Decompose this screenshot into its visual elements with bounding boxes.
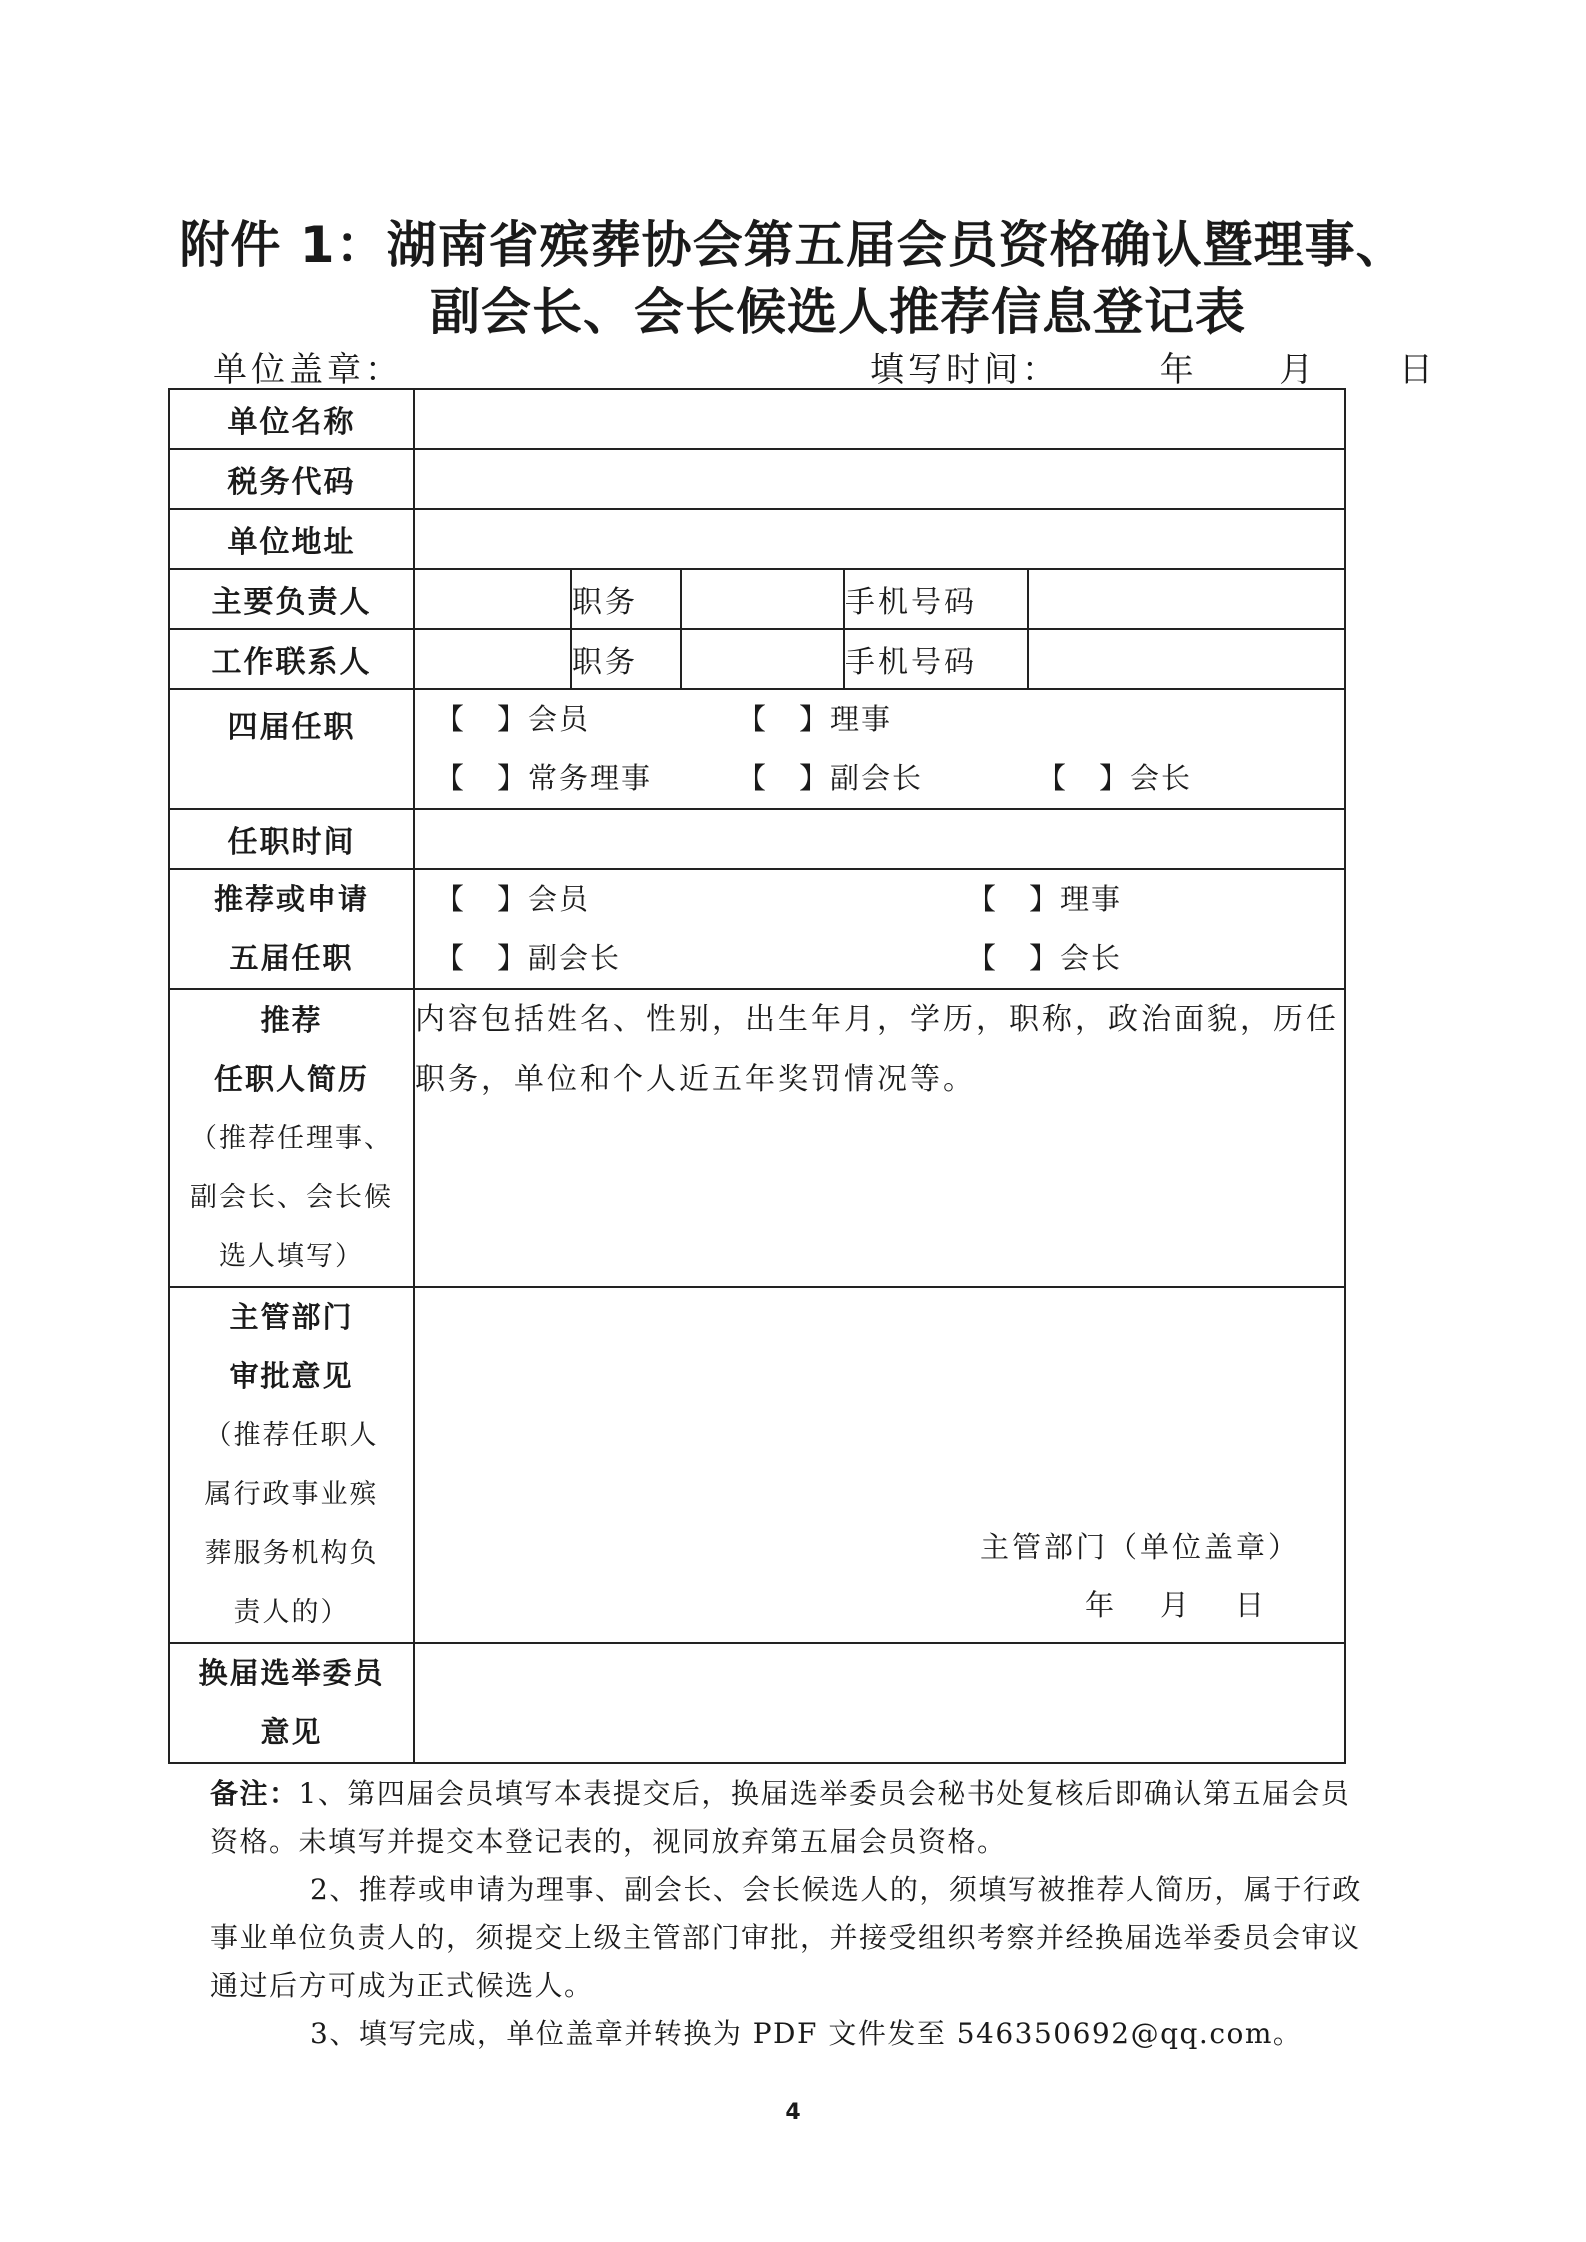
approval-label bbox=[169, 1287, 414, 1643]
committee-field[interactable] bbox=[414, 1643, 1345, 1763]
resume-label-line5: 选人填写） bbox=[219, 1240, 364, 1272]
registration-table bbox=[168, 388, 1346, 1764]
committee-label-line2: 意见 bbox=[260, 1715, 323, 1749]
tax-code-label: 税务代码 bbox=[169, 449, 414, 509]
principal-position-field[interactable] bbox=[681, 569, 844, 629]
contact-position-label: 职务 bbox=[571, 629, 681, 689]
term-time-field[interactable] bbox=[414, 809, 1345, 869]
contact-position-field[interactable] bbox=[681, 629, 844, 689]
fourth-option-vice-president[interactable]: 【 】副会长 bbox=[737, 761, 924, 795]
approval-label-line6: 责人的） bbox=[233, 1597, 350, 1628]
page-number: 4 bbox=[785, 2100, 801, 2125]
approval-label-line1: 主管部门 bbox=[229, 1300, 354, 1334]
resume-label-line1: 推荐 bbox=[260, 1002, 323, 1037]
recommend-label-line2: 五届任职 bbox=[229, 941, 354, 975]
fifth-option-vice-president[interactable]: 【 】副会长 bbox=[435, 941, 622, 975]
fourth-term-options bbox=[414, 689, 1345, 809]
principal-label: 主要负责人 bbox=[169, 569, 414, 629]
unit-name-field[interactable] bbox=[414, 389, 1345, 449]
note-3: 3、填写完成，单位盖章并转换为 PDF 文件发至 546350692@qq.com。 bbox=[310, 2017, 1303, 2050]
principal-mobile-label: 手机号码 bbox=[844, 569, 1028, 629]
approval-date-year: 年 bbox=[1085, 1588, 1115, 1622]
unit-address-label: 单位地址 bbox=[169, 509, 414, 569]
contact-label: 工作联系人 bbox=[169, 629, 414, 689]
approval-label-line3: （推荐任职人 bbox=[204, 1420, 379, 1451]
fill-time bbox=[870, 342, 1437, 391]
fill-time-label: 填写时间： bbox=[870, 350, 1060, 390]
fourth-option-exec-director[interactable]: 【 】常务理事 bbox=[435, 761, 653, 795]
principal-mobile-field[interactable] bbox=[1028, 569, 1345, 629]
committee-label bbox=[169, 1643, 414, 1763]
approval-label-line2: 审批意见 bbox=[229, 1359, 354, 1393]
committee-label-line1: 换届选举委员 bbox=[198, 1656, 385, 1690]
tax-code-field[interactable] bbox=[414, 449, 1345, 509]
approval-date-month: 月 bbox=[1160, 1588, 1190, 1622]
notes-label: 备注： bbox=[210, 1777, 299, 1810]
unit-address-field[interactable] bbox=[414, 509, 1345, 569]
resume-label-line4: 副会长、会长候 bbox=[190, 1181, 393, 1213]
contact-mobile-field[interactable] bbox=[1028, 629, 1345, 689]
fifth-term-options bbox=[414, 869, 1345, 989]
date-month: 月 bbox=[1279, 350, 1318, 390]
fourth-option-president[interactable]: 【 】会长 bbox=[1037, 761, 1193, 795]
approval-stamp: 主管部门（单位盖章） bbox=[980, 1530, 1301, 1564]
recommend-label bbox=[169, 869, 414, 989]
approval-date-day: 日 bbox=[1235, 1588, 1265, 1622]
principal-position-label: 职务 bbox=[571, 569, 681, 629]
recommend-label-line1: 推荐或申请 bbox=[213, 882, 369, 916]
resume-label-line2: 任职人简历 bbox=[213, 1061, 369, 1096]
approval-date bbox=[415, 1576, 1344, 1642]
fifth-option-member[interactable]: 【 】会员 bbox=[435, 882, 591, 916]
resume-label-line3: （推荐任理事、 bbox=[190, 1122, 393, 1154]
fourth-option-director[interactable]: 【 】理事 bbox=[737, 702, 893, 736]
unit-name-label: 单位名称 bbox=[169, 389, 414, 449]
unit-stamp-label: 单位盖章： bbox=[213, 350, 403, 390]
title-line-2: 副会长、会长候选人推荐信息登记表 bbox=[430, 283, 1246, 341]
date-year: 年 bbox=[1159, 350, 1198, 390]
title-line-1: 附件 1：湖南省殡葬协会第五届会员资格确认暨理事、 bbox=[179, 216, 1407, 274]
resume-instructions: 内容包括姓名、性别，出生年月，学历，职称，政治面貌，历任职务，单位和个人近五年奖罚情况等。 bbox=[415, 1002, 1339, 1097]
approval-label-line5: 葬服务机构负 bbox=[204, 1538, 379, 1569]
note-2: 2、推荐或申请为理事、副会长、会长候选人的，须填写被推荐人简历，属于行政事业单位负责人的，须提交上级主管部门审批，并接受组织考察并经换届选举委员会审议通过后方可成为正式候选人。 bbox=[210, 1873, 1362, 2002]
contact-mobile-label: 手机号码 bbox=[844, 629, 1028, 689]
fourth-option-member[interactable]: 【 】会员 bbox=[435, 702, 591, 736]
principal-name-field[interactable] bbox=[414, 569, 571, 629]
approval-label-line4: 属行政事业殡 bbox=[204, 1479, 379, 1510]
resume-label bbox=[169, 989, 414, 1287]
fourth-term-label: 四届任职 bbox=[169, 689, 414, 809]
term-time-label: 任职时间 bbox=[169, 809, 414, 869]
fifth-option-director[interactable]: 【 】理事 bbox=[967, 882, 1123, 916]
approval-field[interactable] bbox=[414, 1287, 1345, 1643]
note-1: 1、第四届会员填写本表提交后，换届选举委员会秘书处复核后即确认第五届会员资格。未填写并提交本登记表的，视同放弃第五届会员资格。 bbox=[210, 1777, 1351, 1858]
notes bbox=[210, 1770, 1370, 2058]
fifth-option-president[interactable]: 【 】会长 bbox=[967, 941, 1123, 975]
resume-field[interactable] bbox=[414, 989, 1345, 1287]
contact-name-field[interactable] bbox=[414, 629, 571, 689]
date-day: 日 bbox=[1398, 350, 1437, 390]
